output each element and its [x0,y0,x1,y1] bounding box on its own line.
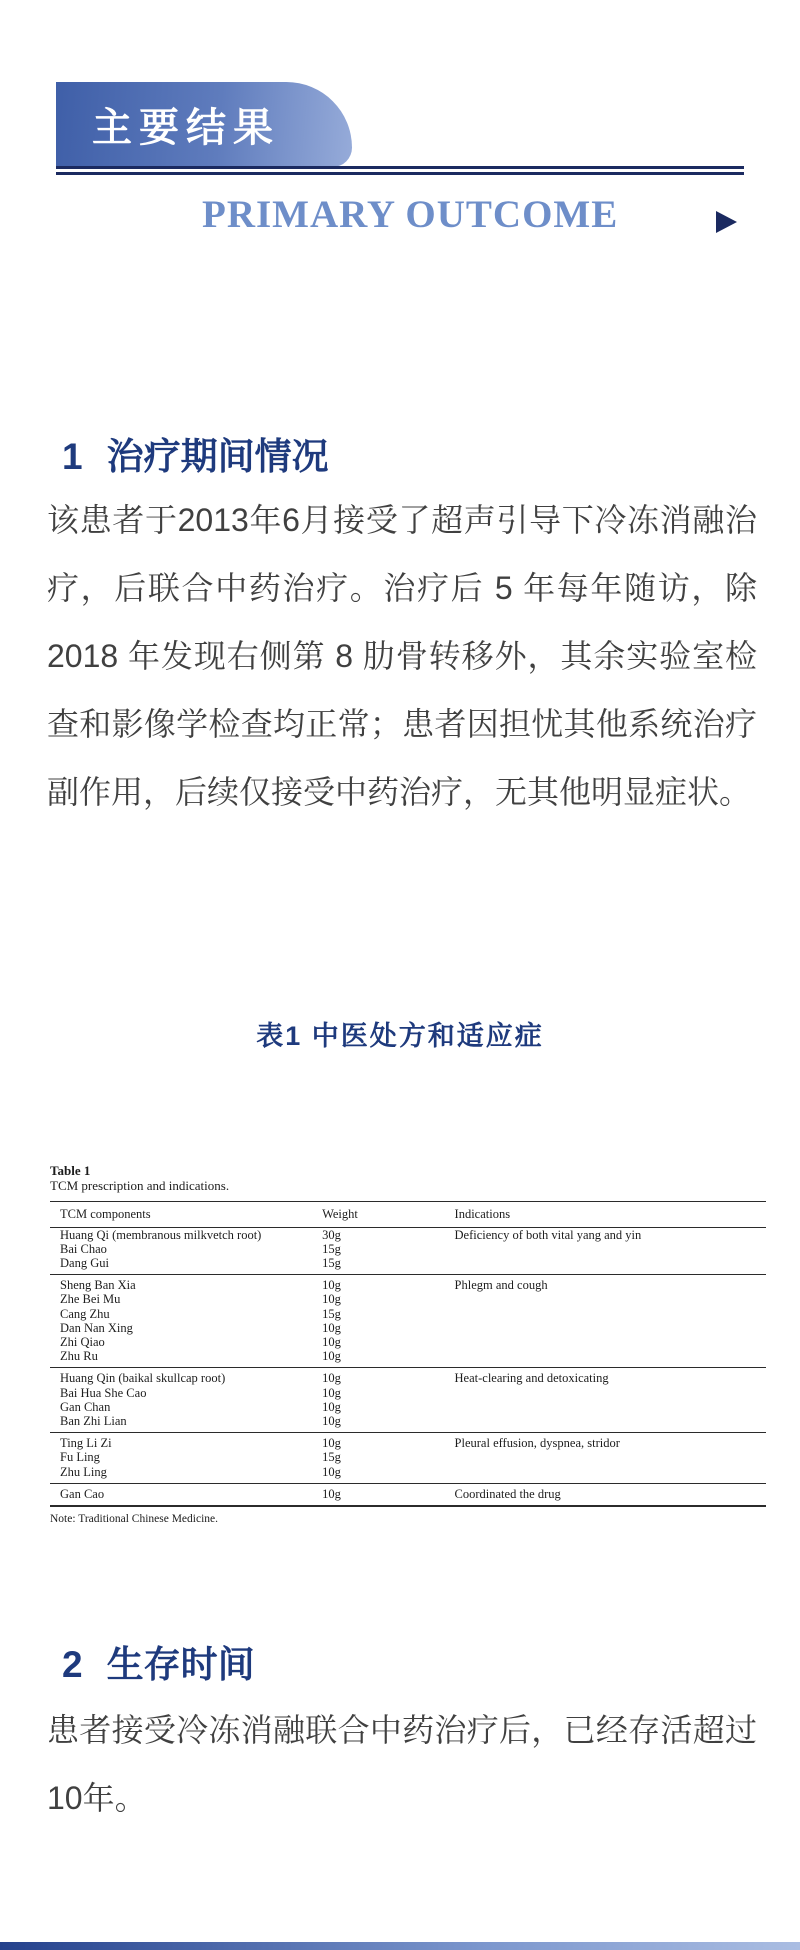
section-1-paragraph: 该患者于2013年6月接受了超声引导下冷冻消融治疗，后联合中药治疗。治疗后 5 年每年随访，除 2018 年发现右侧第 8 肋骨转移外，其余实验室检查和影像学检查均正常；患者因担忧其他系统治疗副作用，后续仅接受中药治疗，无其他明显症状。 [47,502,757,810]
col-header-components: TCM components [50,1202,322,1228]
tcm-table-body [50,1228,766,1506]
table-row: Zhu Ling 10g [60,1464,341,1479]
col-header-indications: Indications [455,1202,766,1228]
table-row: Zhe Bei Mu 10g [60,1292,341,1307]
table-row: Ting Li Zi 10g Pleural effusion, dyspnea, stridor [50,1433,766,1451]
col-header-weight: Weight [322,1202,454,1228]
table-row: Gan Cao 10g Coordinated the drug [50,1483,766,1506]
table-figure [50,1163,766,1526]
section-banner [56,82,352,167]
table-row: Dang Gui 15g [60,1255,341,1270]
play-arrow-icon [716,211,737,233]
table-row: Zhu Ru 10g [60,1349,341,1364]
section-2-heading [62,1634,255,1688]
table-row: Ban Zhi Lian 10g [60,1413,341,1428]
section-1-number: 1 [62,436,83,477]
bottom-accent-bar [0,1942,800,1950]
table-row: Fu Ling 15g [60,1450,341,1465]
table-note: Note: Traditional Chinese Medicine. [50,1512,219,1525]
table-row: Gan Chan 10g [60,1399,341,1414]
table-row: Zhi Qiao 10g [60,1334,341,1349]
section-2-paragraph: 患者接受冷冻消融联合中药治疗后，已经存活超过10年。 [47,1712,757,1816]
table-row: Huang Qi (membranous milkvetch root) 30g Deficiency of both vital yang and yin [60,1227,642,1242]
section-2-number: 2 [62,1644,83,1685]
header-divider [56,166,744,175]
table-row: Huang Qin (baikal skullcap root) 10g Heat-clearing and detoxicating [50,1368,766,1386]
table-label: Table 1 [50,1163,91,1178]
table-caption: 表1 中医处方和适应症 [256,1021,544,1051]
table-subtitle: TCM prescription and indications. [50,1178,230,1193]
table-header-row [50,1202,766,1228]
table-row: Sheng Ban Xia 10g Phlegm and cough [50,1275,766,1293]
section-2-title: 生存时间 [106,1644,255,1685]
table-row: Bai Chao 15g [60,1241,341,1256]
banner-title: 主要结果 [92,104,280,151]
section-1-heading [62,426,329,480]
tcm-table [50,1201,766,1507]
table-row: Cang Zhu 15g [60,1306,341,1321]
header-subtitle: PRIMARY OUTCOME [202,193,619,236]
table-row: Bai Hua She Cao 10g [60,1385,341,1400]
table-row: Dan Nan Xing 10g [60,1320,341,1335]
section-1-title: 治疗期间情况 [106,436,329,477]
